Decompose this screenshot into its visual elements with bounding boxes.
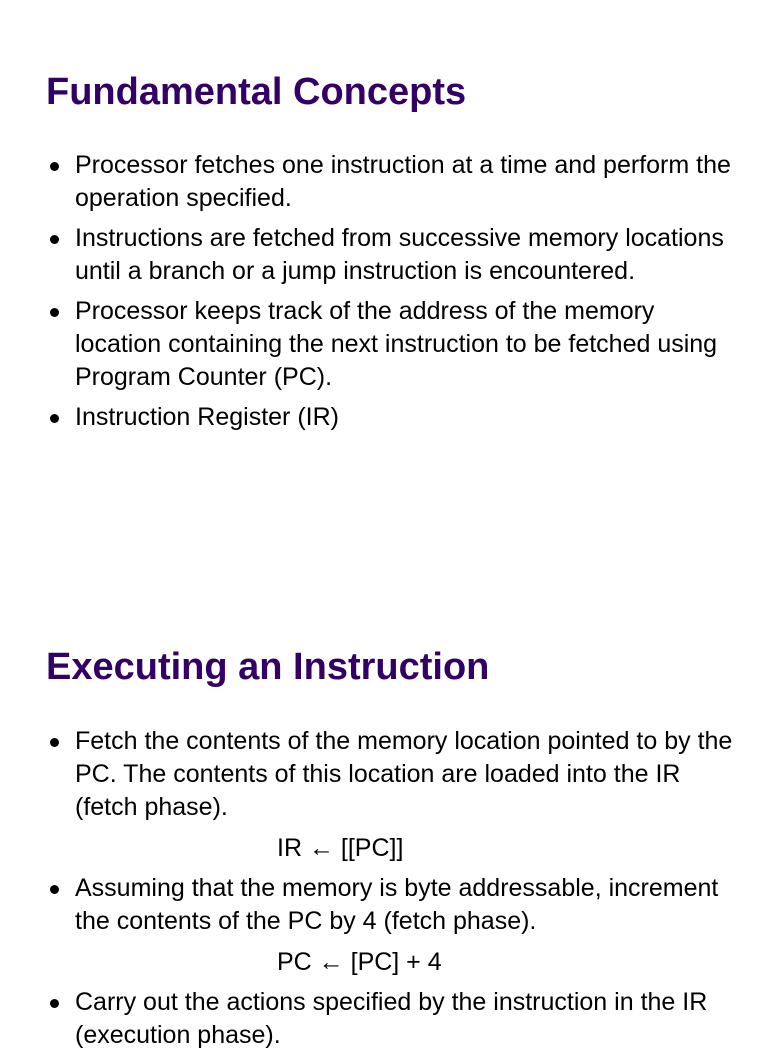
bullet-text: Processor keeps track of the address of the memory location containing the next instruction to be fetched using Program Counter (PC). xyxy=(75,297,718,391)
bullet-text: Carry out the actions specified by the instruction in the IR (execution phase). xyxy=(75,988,708,1049)
list-item xyxy=(0,149,768,215)
bullet-icon xyxy=(50,738,59,747)
bullet-text: Instructions are fetched from successive memory locations until a branch or a jump instruction is encountered. xyxy=(75,224,724,285)
list-item xyxy=(0,725,768,865)
slide-title: Fundamental Concepts xyxy=(46,71,467,113)
bullet-icon xyxy=(50,162,59,171)
list-item xyxy=(0,872,768,979)
bullet-icon xyxy=(50,999,59,1008)
bullet-text: Fetch the contents of the memory location pointed to by the PC. The contents of this location are loaded into the IR (fetch phase). xyxy=(75,727,733,821)
slide-executing-an-instruction xyxy=(0,575,768,1049)
bullet-text: Assuming that the memory is byte addressable, increment the contents of the PC by 4 (fetch phase). xyxy=(75,874,719,935)
bullet-list xyxy=(0,725,768,1059)
list-item xyxy=(0,295,768,394)
list-item xyxy=(0,222,768,288)
bullet-icon xyxy=(50,885,59,894)
bullet-icon xyxy=(50,308,59,317)
bullet-icon xyxy=(50,235,59,244)
bullet-list xyxy=(0,149,768,441)
slide-title: Executing an Instruction xyxy=(46,646,490,688)
bullet-text: Instruction Register (IR) xyxy=(75,403,339,431)
bullet-text: Processor fetches one instruction at a time and perform the operation specified. xyxy=(75,151,731,212)
bullet-icon xyxy=(50,414,59,423)
formula: IR ← [[PC]] xyxy=(277,834,404,862)
list-item xyxy=(0,986,768,1052)
list-item xyxy=(0,401,768,434)
formula: PC ← [PC] + 4 xyxy=(277,948,442,976)
